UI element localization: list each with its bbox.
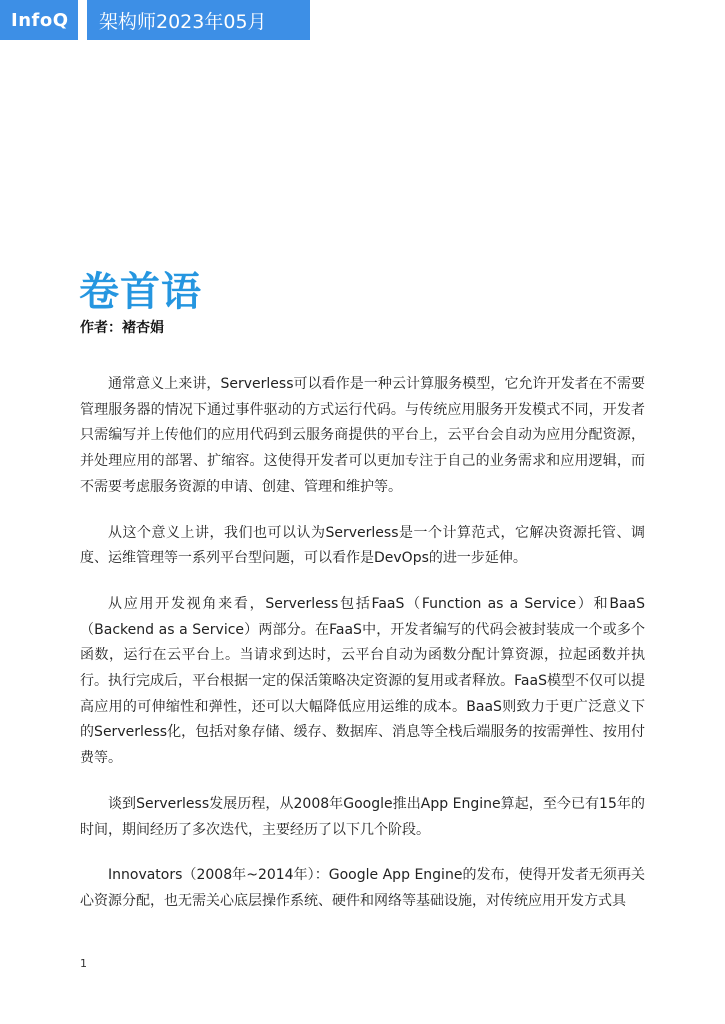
paragraph: 通常意义上来讲，Serverless可以看作是一种云计算服务模型，它允许开发者在不需要管理服务器的情况下通过事件驱动的方式运行代码。与传统应用服务开发模式不同，开发者只需编写并上传他们的应用代码到云服务商提供的平台上，云平台会自动为应用分配资源，并处理应用的部署、扩缩容。这使得开发者可以更加专注于自己的业务需求和应用逻辑，而不需要考虑服务资源的申请、创建、管理和维护等。 [80,376,645,495]
paragraph: 谈到Serverless发展历程，从2008年Google推出App Engine算起，至今已有15年的时间，期间经历了多次迭代，主要经历了以下几个阶段。 [80,795,645,838]
article-author: 作者：褚杏娟 [80,320,164,336]
article-title: 卷首语 [79,269,202,315]
brand-label: InfoQ [11,9,69,31]
paragraph: 从应用开发视角来看，Serverless包括FaaS（Function as a Service）和BaaS（Backend as a Service）两部分。在FaaS中，开发者编写的代码会被封装成一个或多个函数，运行在云平台上。当请求到达时，云平台自动为函数分配计算资源，拉起函数并执行。执行完成后，平台根据一定的保活策略决定资源的复用或者释放。FaaS模型不仅可以提高应用的可伸缩性和弹性，还可以大幅降低应用运维的成本。BaaS则致力于更广泛意义下的Serverless化，包括对象存储、缓存、数据库、消息等全栈后端服务的按需弹性、按用付费等。 [80,595,645,767]
paragraph: Innovators（2008年~2014年）：Google App Engine的发布，使得开发者无须再关心资源分配，也无需关心底层操作系统、硬件和网络等基础设施，对传统应用开发方式具 [80,867,645,909]
brand-tab [0,0,78,40]
issue-tab [87,0,310,40]
paragraph: 从这个意义上讲，我们也可以认为Serverless是一个计算范式，它解决资源托管、调度、运维管理等一系列平台型问题，可以看作是DevOps的进一步延伸。 [80,524,645,567]
article-body [80,372,645,935]
page-number: 1 [80,957,87,970]
issue-label: 架构师2023年05月 [99,10,267,33]
